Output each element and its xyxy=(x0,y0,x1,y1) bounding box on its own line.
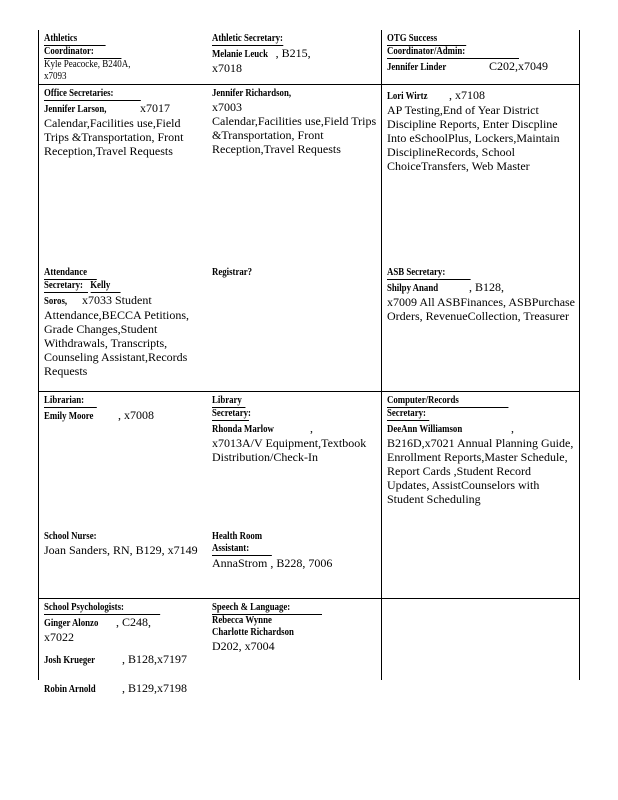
attendance-block xyxy=(44,267,203,378)
speech-pathologist-2-room: D202, x7004 xyxy=(212,639,275,653)
school-nurse-title: School Nurse: xyxy=(44,531,97,542)
nurse-block xyxy=(44,531,203,557)
athletics-coordinator-cell xyxy=(38,30,207,84)
empty-cell xyxy=(381,599,580,680)
health-room-block xyxy=(212,531,377,570)
school-nurse-details: Joan Sanders, RN, B129, x7149 xyxy=(44,543,198,557)
athletic-secretary-room: , B215, xyxy=(275,46,311,60)
otg-success-cell xyxy=(381,30,580,84)
office-secretary-ext: x7017 xyxy=(140,101,170,115)
athletic-secretary-cell xyxy=(207,30,381,84)
asb-secretary-name: Shilpy Anand xyxy=(387,283,439,294)
psychologist-2-room: , B128,x7197 xyxy=(122,652,188,666)
wirtz-name: Lori Wirtz xyxy=(387,91,428,102)
secretary-richardson-cell xyxy=(207,85,381,391)
athletic-secretary-ext: x7018 xyxy=(212,61,242,75)
office-secretary-name: Jennifer Larson, xyxy=(44,104,107,115)
library-secretary-comma: , xyxy=(310,421,313,435)
health-assistant-details: AnnaStrom , B228, 7006 xyxy=(212,556,333,570)
computer-records-title: Computer/Records xyxy=(387,395,508,408)
psychologist-3-room: , B129,x7198 xyxy=(122,681,188,695)
staff-directory-grid xyxy=(38,30,580,695)
wirtz-duties: AP Testing,End of Year District Discipline Reports, Enter Discpline Into eSchoolPlus, Lockers,Maintain DisciplineRecords, School ChoiceTransfers, Web Master xyxy=(387,103,560,173)
asb-secretary-duties: x7009 All ASBFinances, ASBPurchase Orders, RevenueCollection, Treasurer xyxy=(387,295,576,323)
librarian-name: Emily Moore xyxy=(44,411,94,422)
attendance-secretary-title: Secretary: xyxy=(44,280,88,293)
attendance-secretary-first-name: Kelly xyxy=(90,280,120,293)
athletics-title: Athletics xyxy=(44,33,106,46)
computer-records-secretary-duties: B216D,x7021 Annual Planning Guide, Enrollment Reports,Master Schedule, Report Cards ,Student Record Updates, AssistCounselors with Student Scheduling xyxy=(387,436,574,506)
otg-coordinator-name: Jennifer Linder xyxy=(387,62,447,73)
psychologist-2-name: Josh Krueger xyxy=(44,655,96,666)
discipline-asb-cell xyxy=(381,85,580,391)
athletic-secretary-name: Melanie Leuck xyxy=(212,49,268,60)
library-health-cell xyxy=(207,392,381,598)
speech-language-cell xyxy=(207,599,381,680)
computer-records-secretary-name: DeeAnn Williamson xyxy=(387,424,463,435)
wirtz-ext: , x7108 xyxy=(449,88,485,102)
computer-records-secretary-comma: , xyxy=(511,421,514,435)
speech-pathologist-1-name: Rebecca Wynne xyxy=(212,615,272,626)
health-assistant-title: Assistant: xyxy=(212,543,272,556)
psychologist-1-ext: x7022 xyxy=(44,630,74,644)
computer-records-secretary-title: Secretary: xyxy=(387,408,429,421)
psychologist-1-name: Ginger Alonzo xyxy=(44,618,99,629)
office-secretaries-cell xyxy=(38,85,207,391)
librarian-ext: , x7008 xyxy=(118,408,154,422)
office-secretaries-title: Office Secretaries: xyxy=(44,88,141,101)
coordinator-title: Coordinator: xyxy=(44,46,121,59)
librarian-nurse-cell xyxy=(38,392,207,598)
asb-block xyxy=(387,267,575,323)
directory-row-2 xyxy=(38,85,580,392)
speech-language-title: Speech & Language: xyxy=(212,602,322,615)
richardson-name: Jennifer Richardson, xyxy=(212,88,292,99)
attendance-secretary-last-name: Soros, xyxy=(44,296,68,307)
directory-row-3 xyxy=(38,392,580,599)
asb-secretary-title: ASB Secretary: xyxy=(387,267,471,280)
asb-secretary-room: , B128, xyxy=(469,280,505,294)
psychologist-3-name: Robin Arnold xyxy=(44,684,96,695)
richardson-ext: x7003 xyxy=(212,100,242,114)
library-secretary-title: Secretary: xyxy=(212,408,251,419)
library-title: Library xyxy=(212,395,245,408)
athletic-secretary-title: Athletic Secretary: xyxy=(212,33,283,44)
coordinator-admin-title: Coordinator/Admin: xyxy=(387,46,519,59)
registrar-title: Registrar? xyxy=(212,267,253,278)
attendance-secretary-duties: x7033 Student Attendance,BECCA Petitions, Grade Changes,Student Withdrawals, Transcripts, Counseling Assistant,Records Requests xyxy=(44,293,189,378)
office-secretary-duties: Calendar,Facilities use,Field Trips &Transportation, Front Reception,Travel Requests xyxy=(44,116,184,158)
athletics-coordinator-ext: x7093 xyxy=(44,71,67,82)
richardson-duties: Calendar,Facilities use,Field Trips &Transportation, Front Reception,Travel Requests xyxy=(212,114,377,156)
library-secretary-name: Rhonda Marlow xyxy=(212,424,274,435)
otg-success-title: OTG Success xyxy=(387,33,466,46)
directory-row-4 xyxy=(38,599,580,695)
speech-pathologist-2-name: Charlotte Richardson xyxy=(212,627,294,638)
directory-row-1 xyxy=(38,30,580,85)
school-psychologists-title: School Psychologists: xyxy=(44,602,160,615)
otg-coordinator-room: C202,x7049 xyxy=(489,59,549,73)
attendance-title: Attendance xyxy=(44,267,97,280)
librarian-title: Librarian: xyxy=(44,395,97,408)
library-secretary-duties: x7013A/V Equipment,Textbook Distribution/Check-In xyxy=(212,436,367,464)
athletics-coordinator-name: Kyle Peacocke, B240A, xyxy=(44,59,131,70)
health-room-title: Health Room xyxy=(212,531,263,542)
psychologist-1-room: , C248, xyxy=(116,615,152,629)
computer-records-cell xyxy=(381,392,580,598)
school-psychologists-cell xyxy=(38,599,207,695)
